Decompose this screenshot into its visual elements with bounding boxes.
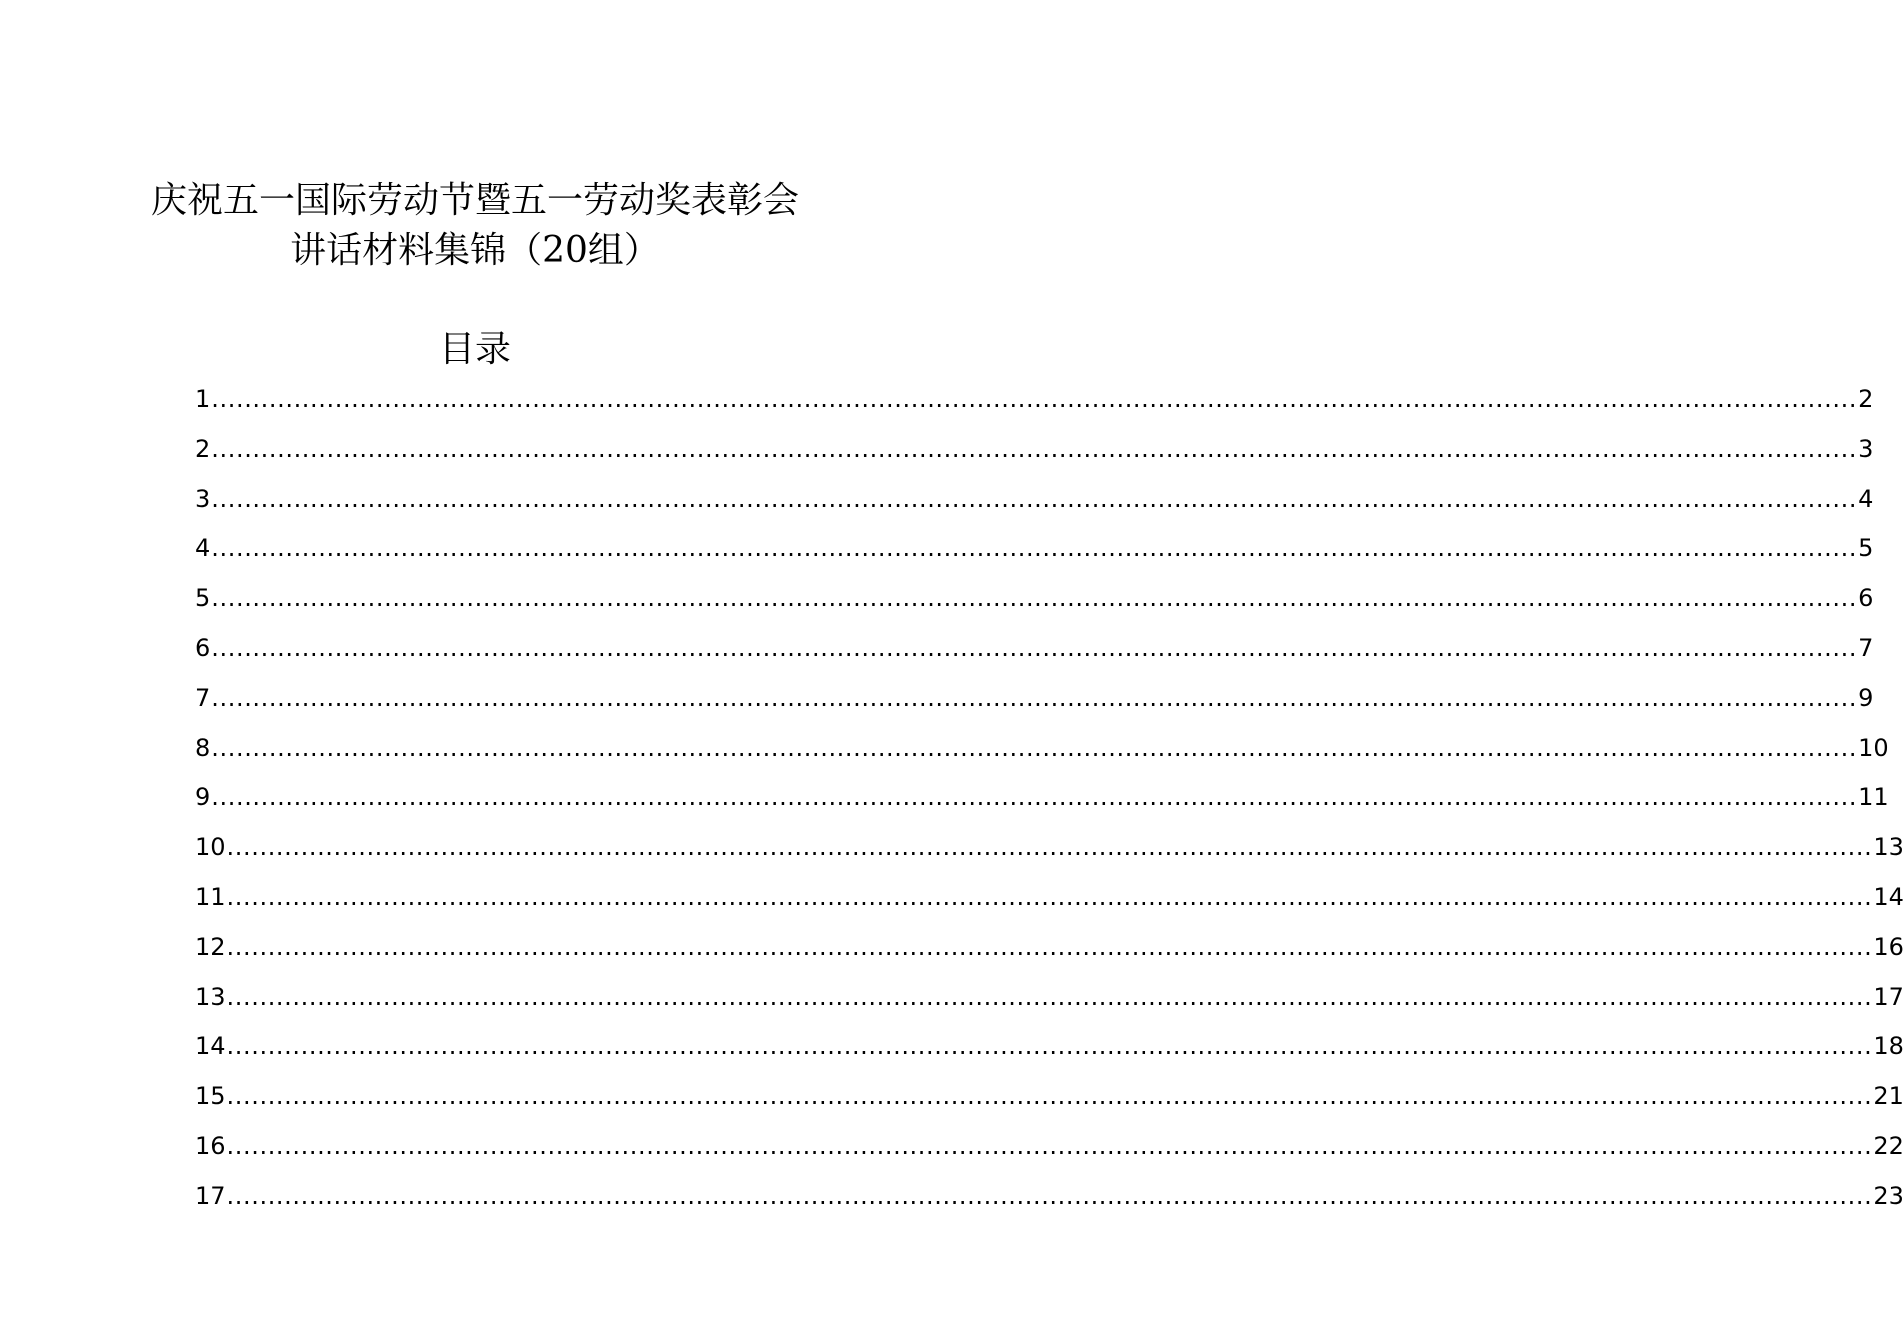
toc-entry-page-number: 17 <box>1873 982 1904 1011</box>
toc-entry-label: 6 <box>195 633 211 662</box>
toc-entry[interactable] <box>195 776 1889 826</box>
toc-dot-leader: ........................................................................................................................................................................................................ <box>211 385 1858 413</box>
toc-dot-leader: ........................................................................................................................................................................................................ <box>211 484 1858 513</box>
toc-entry-page-number: 11 <box>1858 783 1889 812</box>
toc-entry[interactable] <box>195 826 1904 876</box>
toc-entry-page-number: 16 <box>1873 932 1904 961</box>
toc-dot-leader: ........................................................................................................................................................................................................ <box>211 783 1858 812</box>
toc-entry-label: 2 <box>195 434 211 463</box>
toc-dot-leader: ........................................................................................................................................................................................................ <box>226 1032 1873 1061</box>
toc-dot-leader: ........................................................................................................................................................................................................ <box>226 982 1873 1011</box>
toc-entry-label: 5 <box>195 584 211 613</box>
toc-entry-label: 15 <box>195 1082 226 1111</box>
toc-entry[interactable] <box>195 677 1874 727</box>
toc-dot-leader: ........................................................................................................................................................................................................ <box>211 733 1858 762</box>
toc-dot-leader: ........................................................................................................................................................................................................ <box>226 1181 1873 1210</box>
toc-entry[interactable] <box>195 428 1874 478</box>
toc-entry[interactable] <box>195 527 1874 577</box>
toc-entry[interactable] <box>195 478 1874 528</box>
toc-entry-page-number: 7 <box>1858 633 1874 662</box>
toc-entry-page-number: 4 <box>1858 484 1874 513</box>
document-title <box>0 176 950 276</box>
toc-entry-page-number: 22 <box>1873 1131 1904 1160</box>
toc-entry-page-number: 18 <box>1873 1032 1904 1061</box>
toc-dot-leader: ........................................................................................................................................................................................................ <box>211 584 1858 613</box>
toc-heading: 目录 <box>438 329 511 370</box>
toc-entry-label: 13 <box>195 982 226 1011</box>
toc-entry-label: 1 <box>195 385 211 413</box>
title-line-2-prefix: 讲话材料集锦（ <box>290 230 543 271</box>
toc-entry[interactable] <box>195 1175 1904 1225</box>
toc-entry-label: 16 <box>195 1131 226 1160</box>
toc-dot-leader: ........................................................................................................................................................................................................ <box>211 434 1858 463</box>
toc-dot-leader: ........................................................................................................................................................................................................ <box>211 534 1858 563</box>
toc-entry[interactable] <box>195 876 1904 926</box>
toc-entry[interactable] <box>195 1125 1904 1175</box>
toc-entry[interactable] <box>195 976 1904 1026</box>
toc-dot-leader: ........................................................................................................................................................................................................ <box>211 683 1858 712</box>
toc-entry-label: 9 <box>195 783 211 812</box>
toc-entry[interactable] <box>195 926 1904 976</box>
toc-entry[interactable] <box>195 727 1889 777</box>
toc-entry-label: 7 <box>195 683 211 712</box>
toc-entry[interactable] <box>195 1025 1904 1075</box>
toc-entry-page-number: 6 <box>1858 584 1874 613</box>
toc-dot-leader: ........................................................................................................................................................................................................ <box>226 833 1873 862</box>
toc-entry-label: 8 <box>195 733 211 762</box>
toc-entry-page-number: 2 <box>1858 385 1874 413</box>
toc-dot-leader: ........................................................................................................................................................................................................ <box>211 633 1858 662</box>
toc-entry-label: 12 <box>195 932 226 961</box>
toc-entry-label: 14 <box>195 1032 226 1061</box>
toc-entry-page-number: 3 <box>1858 434 1874 463</box>
table-of-contents <box>195 378 1904 1225</box>
toc-dot-leader: ........................................................................................................................................................................................................ <box>226 882 1873 911</box>
title-line-1: 庆祝五一国际劳动节暨五一劳动奖表彰会 <box>150 180 799 221</box>
toc-entry-label: 4 <box>195 534 211 563</box>
toc-entry-page-number: 23 <box>1873 1181 1904 1210</box>
title-line-2 <box>0 226 950 276</box>
toc-dot-leader: ........................................................................................................................................................................................................ <box>226 1131 1873 1160</box>
toc-entry-page-number: 9 <box>1858 683 1874 712</box>
toc-entry-page-number: 13 <box>1873 833 1904 862</box>
toc-entry[interactable] <box>195 378 1874 428</box>
toc-entry-label: 3 <box>195 484 211 513</box>
toc-dot-leader: ........................................................................................................................................................................................................ <box>226 1082 1873 1111</box>
toc-entry[interactable] <box>195 627 1874 677</box>
toc-entry-page-number: 14 <box>1873 882 1904 911</box>
toc-dot-leader: ........................................................................................................................................................................................................ <box>226 932 1873 961</box>
toc-entry-page-number: 5 <box>1858 534 1874 563</box>
title-line-2-number: 20 <box>542 230 588 271</box>
toc-entry[interactable] <box>195 1075 1904 1125</box>
title-line-2-suffix: 组） <box>587 230 660 271</box>
toc-entry[interactable] <box>195 577 1874 627</box>
toc-entry-page-number: 10 <box>1858 733 1889 762</box>
toc-entry-label: 10 <box>195 833 226 862</box>
toc-entry-page-number: 21 <box>1873 1082 1904 1111</box>
toc-entry-label: 11 <box>195 882 226 911</box>
toc-entry-label: 17 <box>195 1181 226 1210</box>
